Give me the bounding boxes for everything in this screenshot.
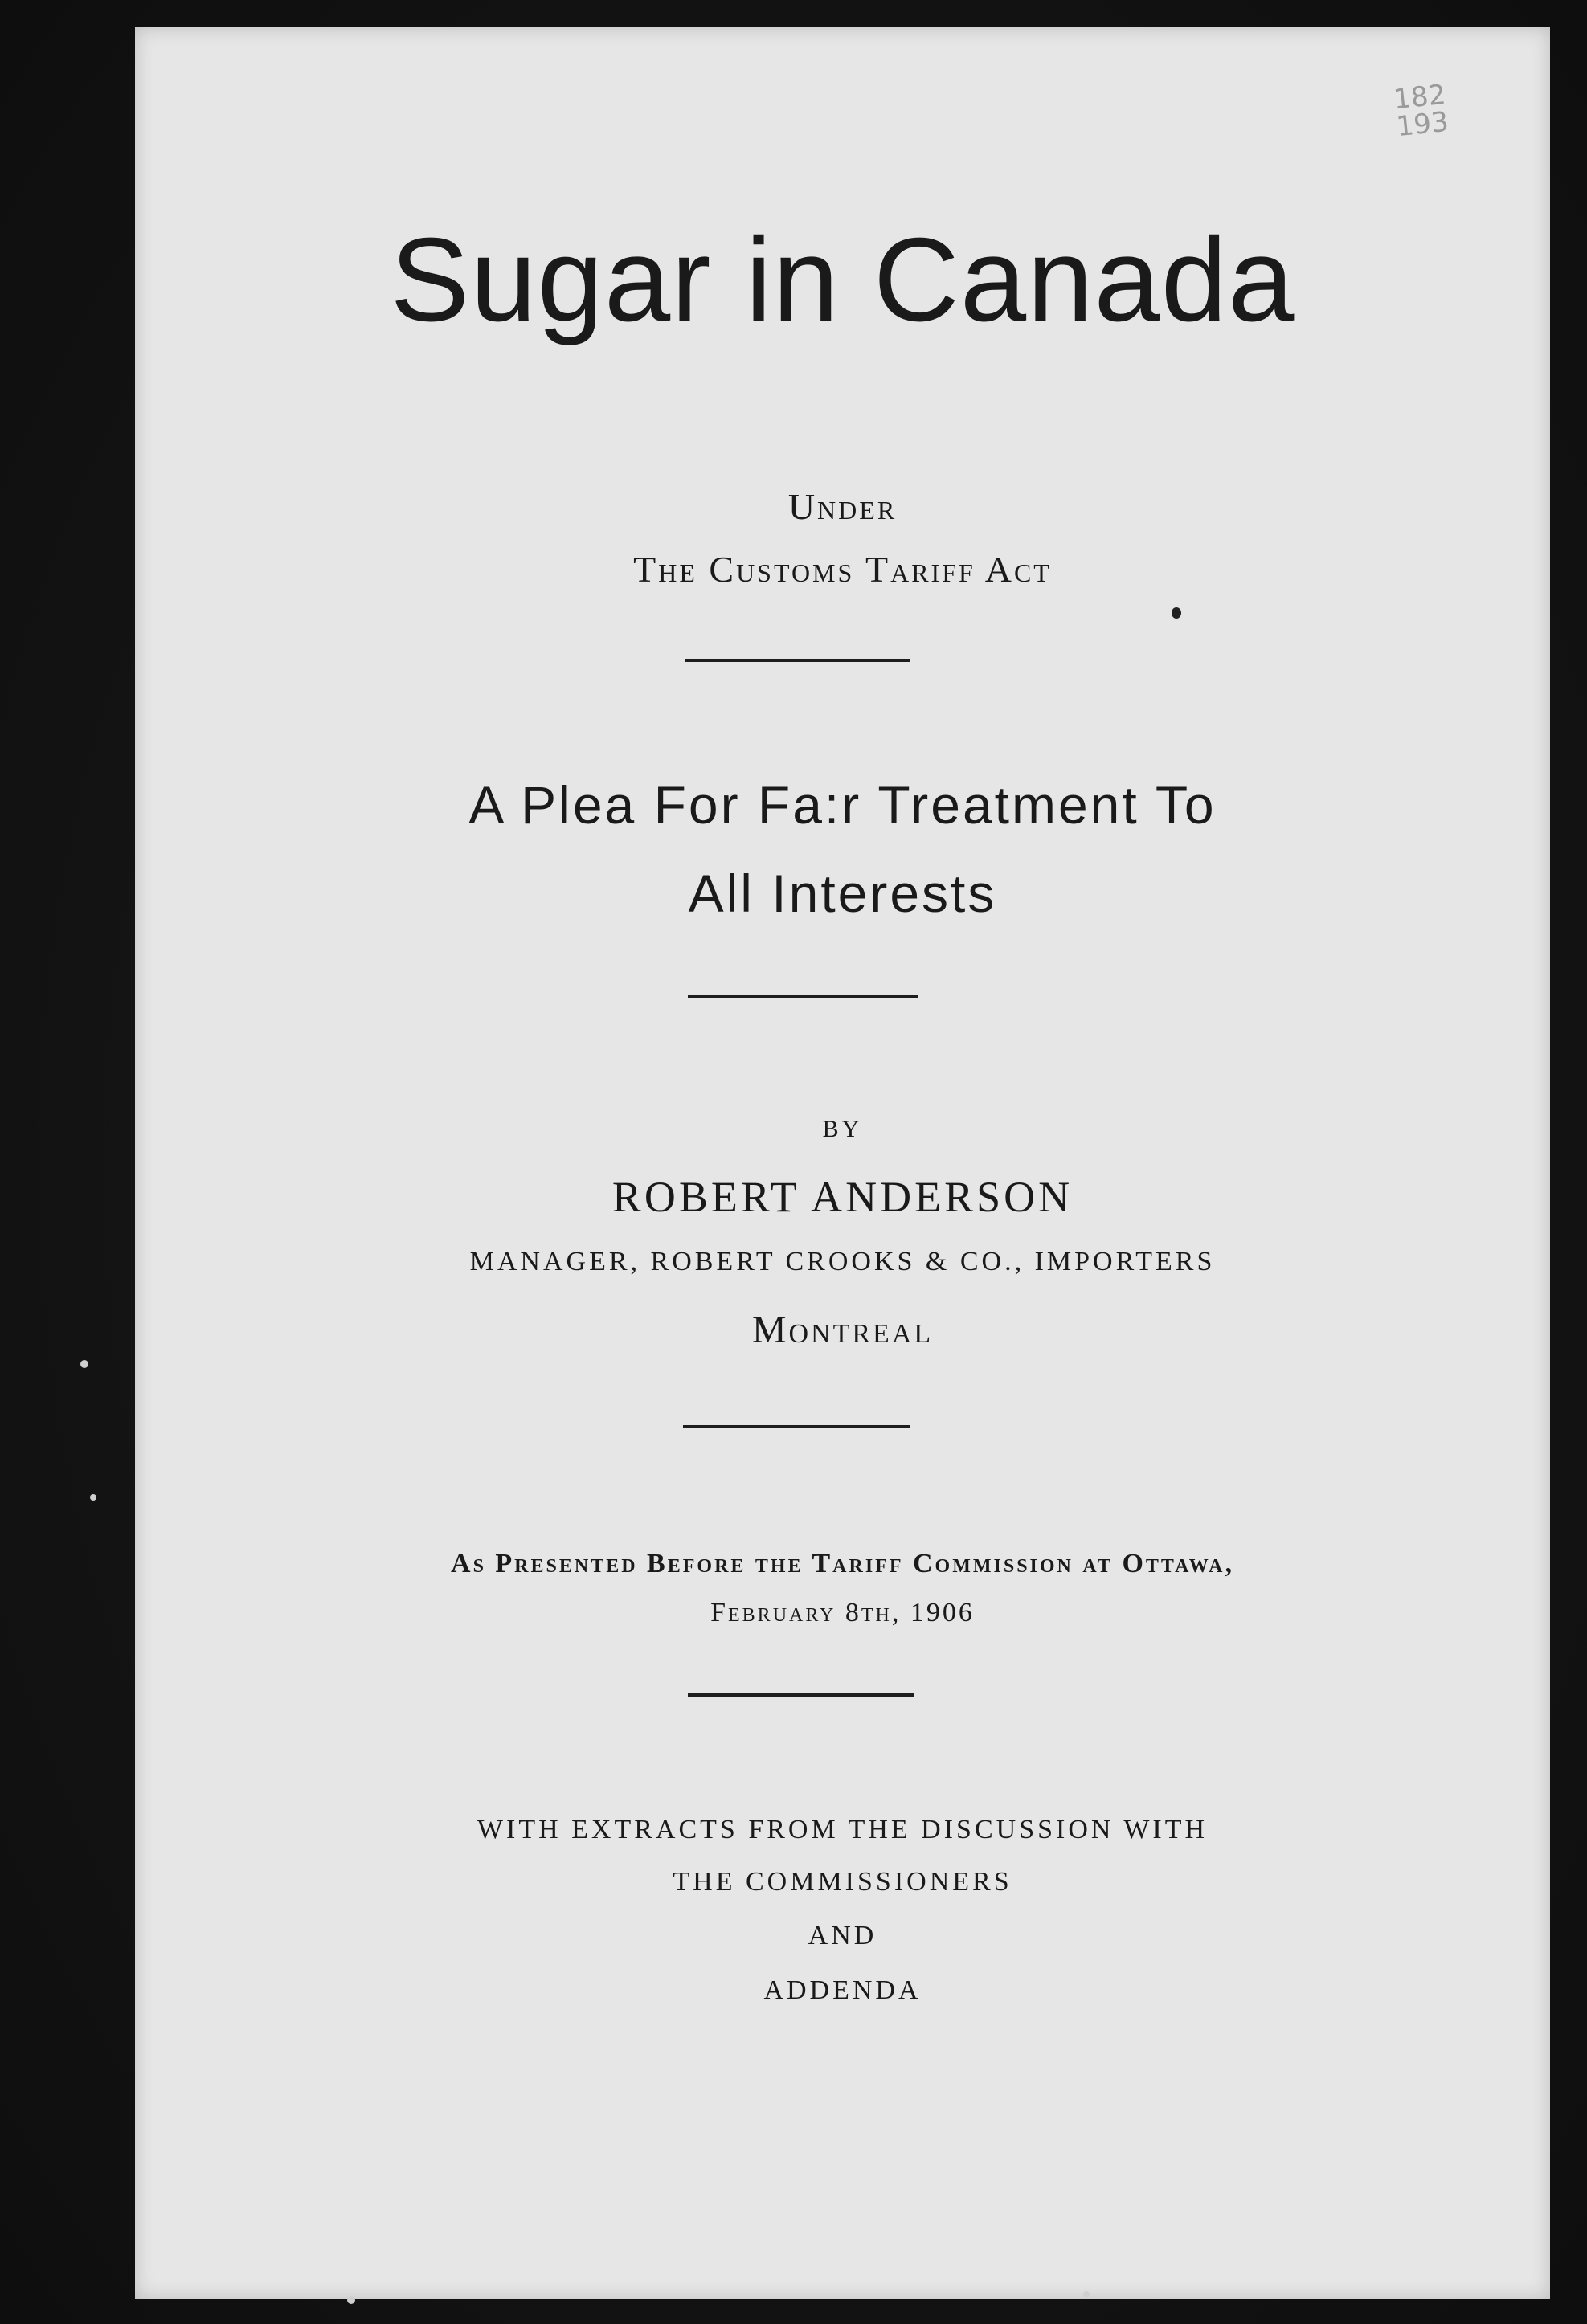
handwritten-margin-note: 182 193 bbox=[1392, 78, 1450, 144]
subtitle-act: The Customs Tariff Act bbox=[633, 549, 1052, 590]
extracts-line-3: AND bbox=[808, 1921, 877, 1950]
title-page bbox=[135, 27, 1550, 2299]
scan-speck bbox=[90, 1494, 96, 1501]
subtitle-under: Under bbox=[787, 486, 898, 527]
extracts-line-2: THE COMMISSIONERS bbox=[673, 1867, 1012, 1897]
by-label: BY bbox=[822, 1116, 863, 1142]
ink-speck bbox=[1172, 607, 1181, 619]
author-position: MANAGER, ROBERT CROOKS & CO., IMPORTERS bbox=[469, 1247, 1216, 1276]
extracts-line-1: WITH EXTRACTS FROM THE DISCUSSION WITH bbox=[477, 1815, 1209, 1844]
extracts-line-4: ADDENDA bbox=[763, 1975, 922, 2005]
divider-rule-2 bbox=[688, 995, 918, 998]
divider-rule-1 bbox=[685, 659, 910, 662]
author-city: Montreal bbox=[751, 1309, 934, 1351]
plea-line-1: A Plea For Fa:r Treatment To bbox=[468, 775, 1217, 835]
presentation-date: February 8th, 1906 bbox=[710, 1598, 975, 1628]
scan-speck bbox=[347, 2296, 355, 2304]
scan-speck bbox=[80, 1360, 88, 1368]
plea-line-2: All Interests bbox=[688, 864, 997, 923]
presentation-line-1: As Presented Before the Tariff Commission at Ottawa, bbox=[451, 1549, 1234, 1579]
divider-rule-4 bbox=[688, 1693, 914, 1697]
scan-speck bbox=[1083, 2291, 1090, 2297]
author-name: ROBERT ANDERSON bbox=[611, 1173, 1074, 1221]
document-title: Sugar in Canada bbox=[390, 214, 1295, 346]
divider-rule-3 bbox=[683, 1425, 910, 1428]
